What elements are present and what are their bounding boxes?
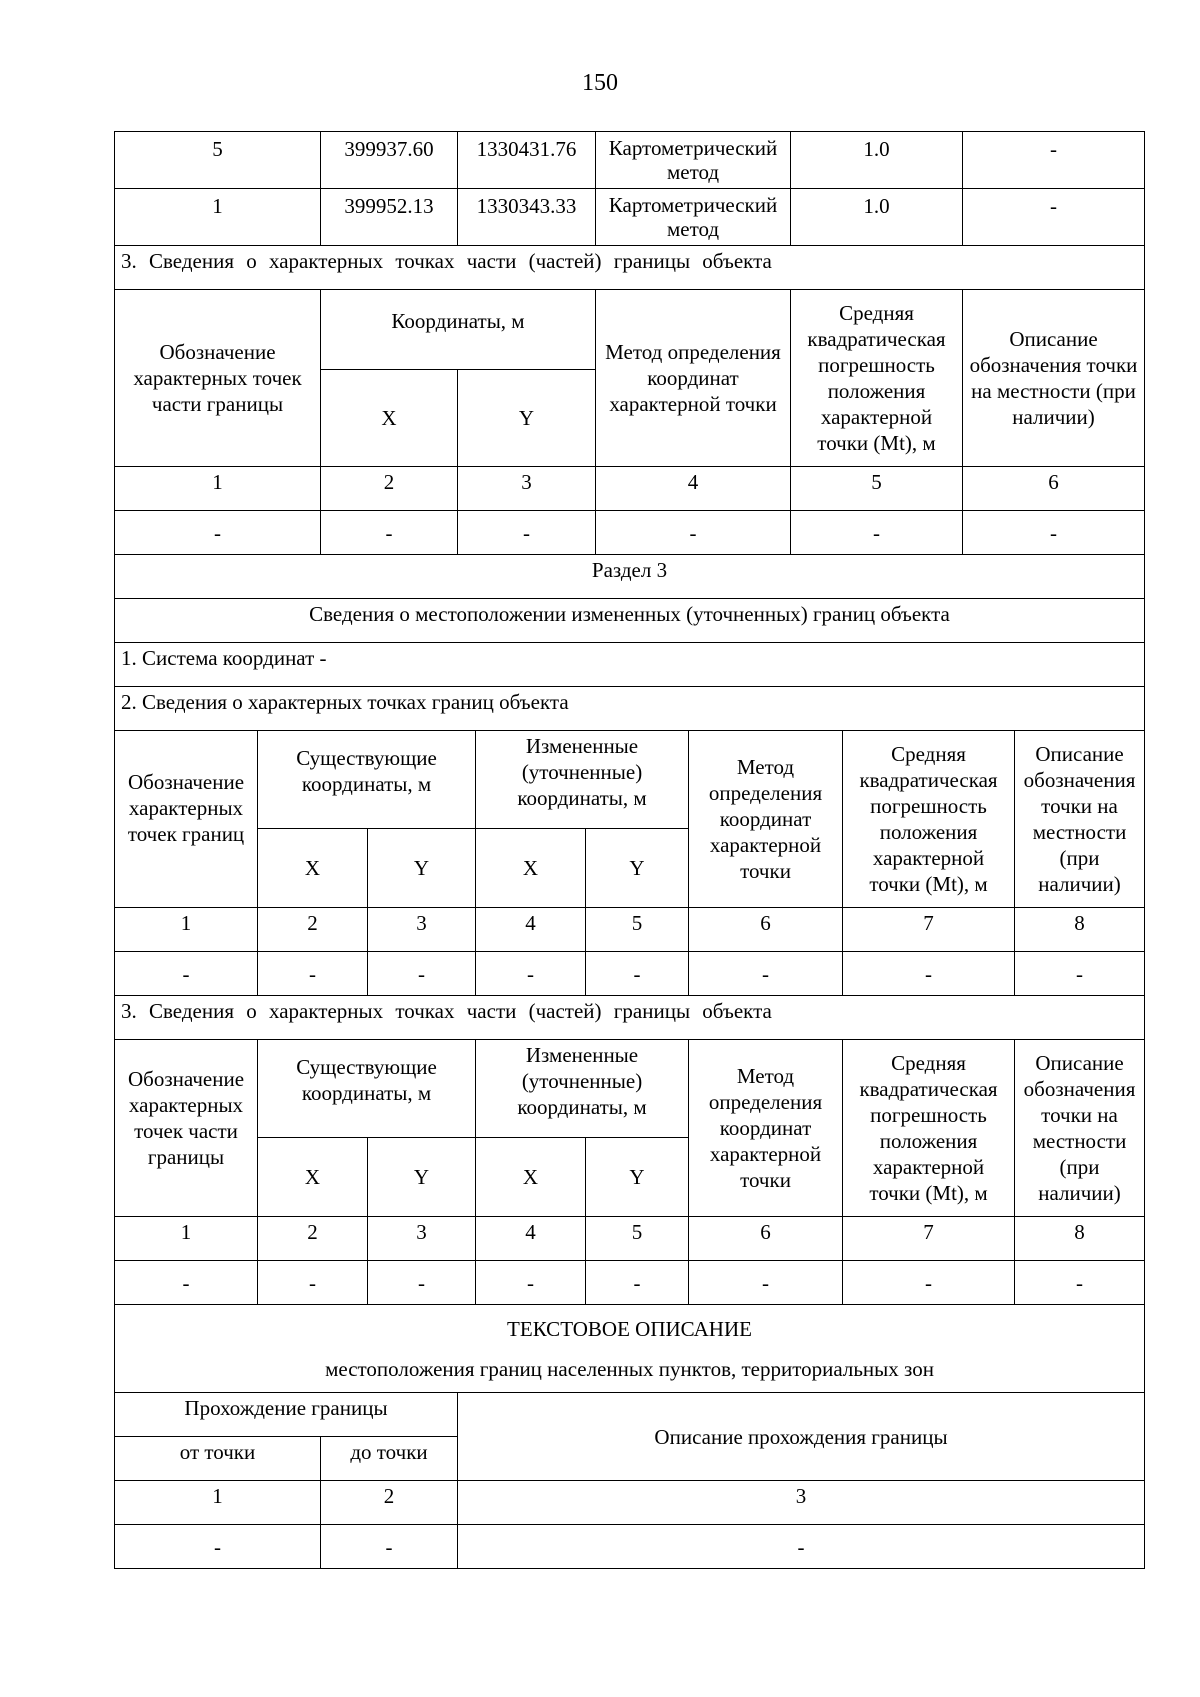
empty-cell: - bbox=[458, 1525, 1145, 1569]
document-body bbox=[114, 131, 1144, 1569]
header-y: Y bbox=[368, 1138, 476, 1217]
col-number: 8 bbox=[1015, 1217, 1145, 1261]
empty-cell: - bbox=[791, 511, 963, 555]
col-number: 3 bbox=[458, 1481, 1145, 1525]
x-cell: 399937.60 bbox=[321, 132, 458, 189]
empty-cell: - bbox=[368, 1261, 476, 1305]
header-x: X bbox=[476, 1138, 586, 1217]
table-row bbox=[115, 1525, 1145, 1569]
empty-cell: - bbox=[596, 511, 791, 555]
parts-heading: 3. Сведения о характерных точках части (частей) границы объекта bbox=[115, 996, 1145, 1040]
empty-cell: - bbox=[689, 952, 843, 996]
y-cell: 1330431.76 bbox=[458, 132, 596, 189]
header-desc: Описание обозначения точки на местности (при наличии) bbox=[1015, 1040, 1145, 1217]
col-number: 3 bbox=[368, 1217, 476, 1261]
point-cell: 1 bbox=[115, 189, 321, 246]
header-point: Обозначение характерных точек части границы bbox=[115, 1040, 258, 1217]
col-number: 4 bbox=[476, 1217, 586, 1261]
empty-cell: - bbox=[115, 511, 321, 555]
header-y: Y bbox=[368, 829, 476, 908]
col-number: 4 bbox=[476, 908, 586, 952]
header-existing: Существующие координаты, м bbox=[258, 731, 476, 829]
col-number: 1 bbox=[115, 1481, 321, 1525]
table-row bbox=[115, 132, 1145, 189]
header-y: Y bbox=[586, 1138, 689, 1217]
col-number: 2 bbox=[258, 1217, 368, 1261]
empty-cell: - bbox=[843, 952, 1015, 996]
empty-cell: - bbox=[843, 1261, 1015, 1305]
header-error: Средняя квадратическая погрешность положения характерной точки (Mt), м bbox=[843, 1040, 1015, 1217]
col-number: 2 bbox=[258, 908, 368, 952]
col-number: 7 bbox=[843, 908, 1015, 952]
section3-title: Раздел 3 bbox=[115, 555, 1145, 599]
error-cell: 1.0 bbox=[791, 132, 963, 189]
section3-points-table bbox=[114, 730, 1145, 1305]
header-point: Обозначение характерных точек границ bbox=[115, 731, 258, 908]
text-description-subtitle: местоположения границ населенных пунктов, территориальных зон bbox=[325, 1356, 934, 1381]
numbers-row bbox=[115, 1217, 1145, 1261]
empty-cell: - bbox=[476, 952, 586, 996]
col-number: 6 bbox=[689, 908, 843, 952]
empty-cell: - bbox=[586, 952, 689, 996]
empty-cell: - bbox=[458, 511, 596, 555]
header-x: X bbox=[258, 829, 368, 908]
header-desc: Описание обозначения точки на местности (при наличии) bbox=[963, 290, 1145, 467]
method-cell: Картометрический метод bbox=[596, 189, 791, 246]
numbers-row bbox=[115, 1481, 1145, 1525]
col-number: 6 bbox=[689, 1217, 843, 1261]
col-number: 2 bbox=[321, 1481, 458, 1525]
text-description-title: ТЕКСТОВОЕ ОПИСАНИЕ bbox=[507, 1316, 752, 1341]
header-method: Метод определения координат характерной точки bbox=[596, 290, 791, 467]
x-cell: 399952.13 bbox=[321, 189, 458, 246]
point-cell: 5 bbox=[115, 132, 321, 189]
table-row bbox=[115, 511, 1145, 555]
numbers-row bbox=[115, 467, 1145, 511]
empty-cell: - bbox=[321, 1525, 458, 1569]
header-point: Обозначение характерных точек части границы bbox=[115, 290, 321, 467]
header-error: Средняя квадратическая погрешность положения характерной точки (Mt), м bbox=[791, 290, 963, 467]
empty-cell: - bbox=[586, 1261, 689, 1305]
header-x: X bbox=[321, 370, 458, 467]
header-changed: Измененные (уточненные) координаты, м bbox=[476, 1040, 689, 1138]
col-number: 2 bbox=[321, 467, 458, 511]
table-row bbox=[115, 952, 1145, 996]
col-number: 5 bbox=[586, 1217, 689, 1261]
y-cell: 1330343.33 bbox=[458, 189, 596, 246]
empty-cell: - bbox=[689, 1261, 843, 1305]
text-description-heading bbox=[115, 1305, 1145, 1393]
header-coords: Координаты, м bbox=[321, 290, 596, 370]
col-number: 5 bbox=[791, 467, 963, 511]
empty-cell: - bbox=[963, 511, 1145, 555]
empty-cell: - bbox=[476, 1261, 586, 1305]
col-number: 6 bbox=[963, 467, 1145, 511]
header-changed: Измененные (уточненные) координаты, м bbox=[476, 731, 689, 829]
page-number: 150 bbox=[582, 70, 618, 96]
header-method: Метод определения координат характерной точки bbox=[689, 1040, 843, 1217]
numbers-row bbox=[115, 908, 1145, 952]
header-y: Y bbox=[586, 829, 689, 908]
col-number: 5 bbox=[586, 908, 689, 952]
header-y: Y bbox=[458, 370, 596, 467]
coord-system: 1. Система координат - bbox=[115, 643, 1145, 687]
header-passage: Прохождение границы bbox=[115, 1393, 458, 1437]
empty-cell: - bbox=[368, 952, 476, 996]
col-number: 3 bbox=[458, 467, 596, 511]
header-desc: Описание обозначения точки на местности (при наличии) bbox=[1015, 731, 1145, 908]
header-description: Описание прохождения границы bbox=[458, 1393, 1145, 1481]
section2-table bbox=[114, 131, 1145, 731]
method-cell: Картометрический метод bbox=[596, 132, 791, 189]
error-cell: 1.0 bbox=[791, 189, 963, 246]
col-number: 7 bbox=[843, 1217, 1015, 1261]
col-number: 1 bbox=[115, 908, 258, 952]
empty-cell: - bbox=[115, 1525, 321, 1569]
col-number: 1 bbox=[115, 1217, 258, 1261]
col-number: 4 bbox=[596, 467, 791, 511]
header-existing: Существующие координаты, м bbox=[258, 1040, 476, 1138]
section3-subtitle: Сведения о местоположении измененных (уточненных) границ объекта bbox=[115, 599, 1145, 643]
empty-cell: - bbox=[258, 1261, 368, 1305]
points-heading: 2. Сведения о характерных точках границ объекта bbox=[115, 687, 1145, 731]
empty-cell: - bbox=[115, 1261, 258, 1305]
empty-cell: - bbox=[321, 511, 458, 555]
desc-cell: - bbox=[963, 132, 1145, 189]
col-number: 1 bbox=[115, 467, 321, 511]
col-number: 3 bbox=[368, 908, 476, 952]
text-description-table bbox=[114, 1304, 1145, 1569]
header-from: от точки bbox=[115, 1437, 321, 1481]
header-error: Средняя квадратическая погрешность положения характерной точки (Mt), м bbox=[843, 731, 1015, 908]
empty-cell: - bbox=[115, 952, 258, 996]
header-x: X bbox=[258, 1138, 368, 1217]
col-number: 8 bbox=[1015, 908, 1145, 952]
header-to: до точки bbox=[321, 1437, 458, 1481]
table-row bbox=[115, 189, 1145, 246]
empty-cell: - bbox=[258, 952, 368, 996]
header-method: Метод определения координат характерной точки bbox=[689, 731, 843, 908]
empty-cell: - bbox=[1015, 1261, 1145, 1305]
table-row bbox=[115, 1261, 1145, 1305]
parts-heading: 3. Сведения о характерных точках части (частей) границы объекта bbox=[115, 246, 1145, 290]
empty-cell: - bbox=[1015, 952, 1145, 996]
header-x: X bbox=[476, 829, 586, 908]
desc-cell: - bbox=[963, 189, 1145, 246]
